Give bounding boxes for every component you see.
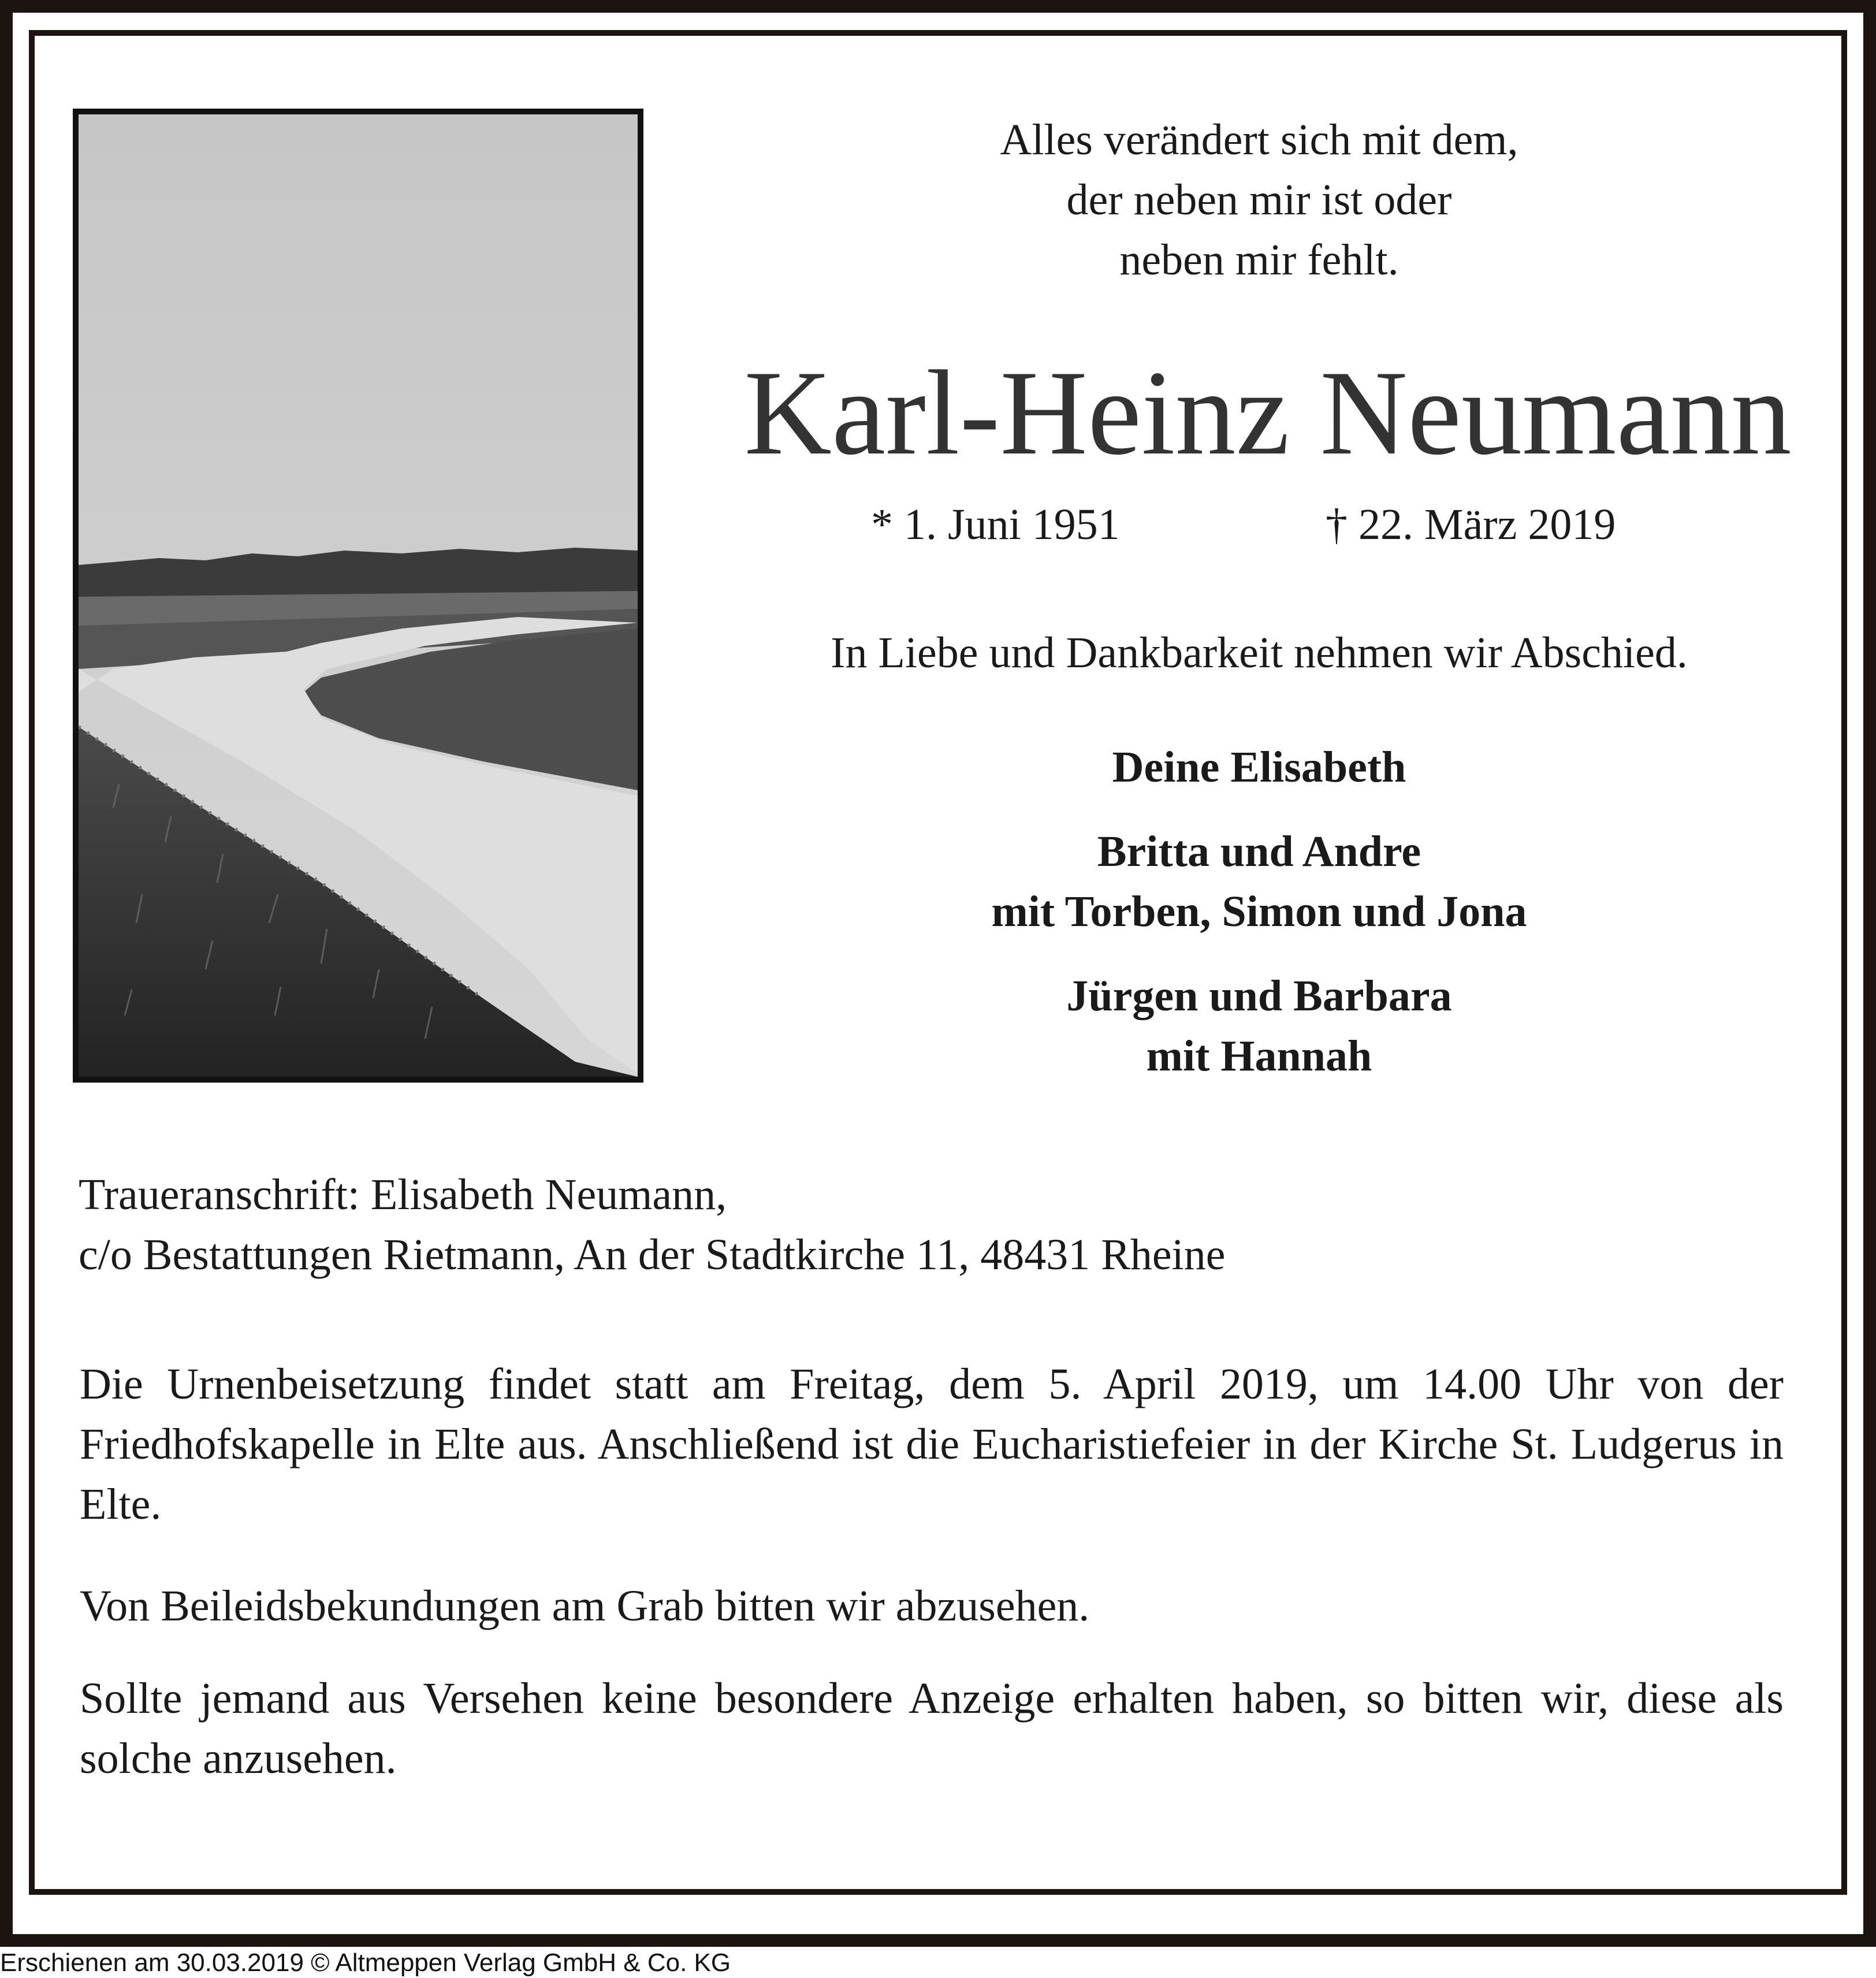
mourner-group bbox=[751, 821, 1767, 942]
quote-line: Alles verändert sich mit dem, bbox=[1000, 116, 1518, 164]
mourners-list bbox=[751, 737, 1767, 1110]
ceremony-notice: Die Urnenbeisetzung findet statt am Freitag, dem 5. April 2019, um 14.00 Uhr von der Friedhofskapelle in Elte aus. Anschließend ist die Eucharistiefeier in der Kirche St. Ludgerus in Elte. bbox=[80, 1360, 1784, 1529]
quote-line: neben mir fehlt. bbox=[1119, 236, 1399, 284]
mourner-line: mit Hannah bbox=[1146, 1032, 1372, 1080]
landscape-path-icon bbox=[79, 114, 638, 1077]
death-date: † 22. März 2019 bbox=[1326, 500, 1616, 549]
deceased-name: Karl-Heinz Neumann bbox=[744, 346, 1792, 480]
quote-line: der neben mir ist oder bbox=[1066, 176, 1452, 224]
mourner-group bbox=[751, 737, 1767, 797]
mourner-group bbox=[751, 966, 1767, 1086]
mourner-line: mit Torben, Simon und Jona bbox=[991, 887, 1527, 936]
memorial-quote bbox=[751, 110, 1767, 290]
mourner-line: Deine Elisabeth bbox=[1112, 743, 1406, 791]
landscape-path-photo bbox=[73, 109, 643, 1083]
farewell-text: In Liebe und Dankbarkeit nehmen wir Abschied. bbox=[831, 629, 1688, 677]
mourner-line: Britta und Andre bbox=[1097, 827, 1421, 876]
mourning-address bbox=[79, 1165, 1754, 1285]
address-line: c/o Bestattungen Rietmann, An der Stadtkirche 11, 48431 Rheine bbox=[79, 1230, 1226, 1279]
oversight-notice: Sollte jemand aus Versehen keine besondere Anzeige erhalten haben, so bitten wir, diese als solche anzusehen. bbox=[80, 1674, 1784, 1783]
address-line: Traueranschrift: Elisabeth Neumann, bbox=[79, 1170, 727, 1219]
condolence-notice: Von Beileidsbekundungen am Grab bitten wir abzusehen. bbox=[80, 1582, 1090, 1630]
mourner-line: Jürgen und Barbara bbox=[1066, 972, 1452, 1020]
birth-date: * 1. Juni 1951 bbox=[871, 500, 1120, 549]
publication-footer: Erschienen am 30.03.2019 © Altmeppen Verlag GmbH & Co. KG bbox=[0, 1949, 731, 1977]
